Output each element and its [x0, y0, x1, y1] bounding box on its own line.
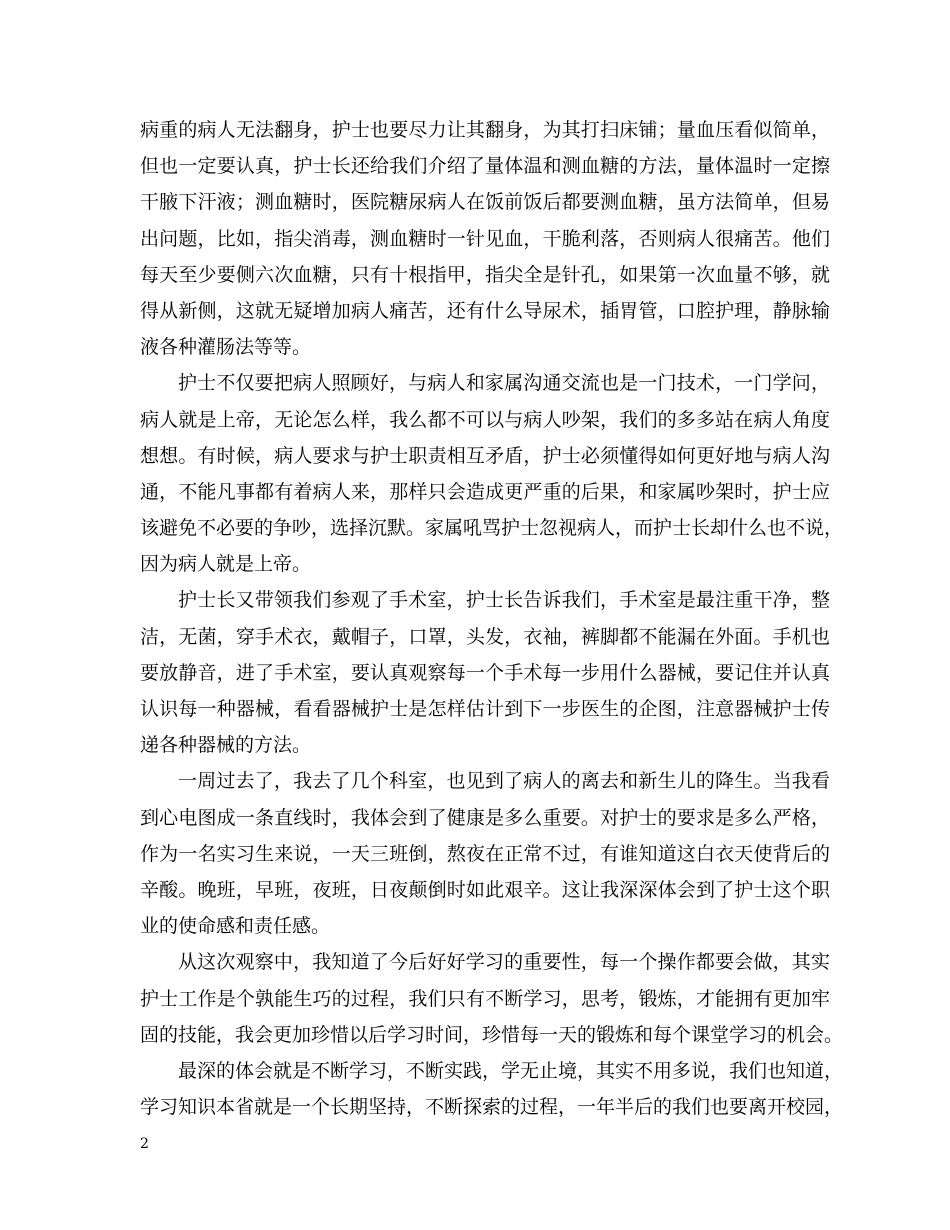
- page-number: 2: [140, 1136, 149, 1152]
- text-line: 学习知识本省就是一个长期坚持，不断探索的过程，一年半后的我们也要离开校园，: [140, 1096, 844, 1119]
- text-line: 护士工作是个孰能生巧的过程，我们只有不断学习，思考，锻炼，才能拥有更加牢: [140, 987, 830, 1010]
- paragraph-first-line: 一周过去了，我去了几个科室，也见到了病人的离去和新生儿的降生。当我看: [178, 770, 830, 793]
- text-line: 液各种灌肠法等等。: [140, 336, 312, 359]
- text-line: 递各种器械的方法。: [140, 734, 312, 757]
- text-line: 病人就是上帝，无论怎么样，我么都不可以与病人吵架，我们的多多站在病人角度: [140, 408, 830, 431]
- text-line: 业的使命感和责任感。: [140, 915, 331, 938]
- text-line: 每天至少要侧六次血糖，只有十根指甲，指尖全是针孔，如果第一次血量不够，就: [140, 263, 830, 286]
- text-line: 病重的病人无法翻身，护士也要尽力让其翻身，为其打扫床铺；量血压看似简单，: [140, 119, 830, 141]
- text-line: 到心电图成一条直线时，我体会到了健康是多么重要。对护士的要求是多么严格，: [140, 806, 830, 829]
- paragraph-first-line: 从这次观察中，我知道了今后好好学习的重要性，每一个操作都要会做，其实: [178, 951, 830, 974]
- paragraph-first-line: 护士长又带领我们参观了手术室，护士长告诉我们，手术室是最注重干净，整: [178, 589, 830, 612]
- text-line: 固的技能，我会更加珍惜以后学习时间，珍惜每一天的锻炼和每个课堂学习的机会。: [140, 1023, 844, 1046]
- text-line: 但也一定要认真，护士长还给我们介绍了量体温和测血糖的方法，量体温时一定擦: [140, 155, 830, 178]
- text-line: 得从新侧，这就无疑增加病人痛苦，还有什么导尿术，插胃管，口腔护理，静脉输: [140, 299, 830, 322]
- text-line: 通，不能凡事都有着病人来，那样只会造成更严重的后果，和家属吵架时，护士应: [140, 480, 830, 503]
- text-line: 作为一名实习生来说，一天三班倒，熬夜在正常不过，有谁知道这白衣天使背后的: [140, 842, 830, 865]
- text-line: 因为病人就是上帝。: [140, 553, 312, 576]
- text-line: 洁，无菌，穿手术衣，戴帽子，口罩，头发，衣袖，裤脚都不能漏在外面。手机也: [140, 625, 830, 648]
- paragraph-first-line: 护士不仅要把病人照顾好，与病人和家属沟通交流也是一门技术，一门学问，: [178, 372, 830, 395]
- text-line: 干腋下汗液；测血糖时，医院糖尿病人在饭前饭后都要测血糖，虽方法简单，但易: [140, 191, 830, 214]
- text-line: 想想。有时候，病人要求与护士职责相互矛盾，护士必须懂得如何更好地与病人沟: [140, 444, 830, 467]
- paragraph-first-line: 最深的体会就是不断学习，不断实践，学无止境，其实不用多说，我们也知道，: [178, 1059, 844, 1082]
- text-line: 认识每一种器械，看看器械护士是怎样估计到下一步医生的企图，注意器械护士传: [140, 698, 830, 720]
- text-line: 要放静音，进了手术室，要认真观察每一个手术每一步用什么器械，要记住并认真: [140, 661, 830, 684]
- text-line: 辛酸。晚班，早班，夜班，日夜颠倒时如此艰辛。这让我深深体会到了护士这个职: [140, 878, 830, 901]
- document-body: [140, 112, 844, 1125]
- text-line: 该避免不必要的争吵，选择沉默。家属吼骂护士忽视病人，而护士长却什么也不说，: [140, 517, 844, 540]
- text-line: 出问题，比如，指尖消毒，测血糖时一针见血，干脆利落，否则病人很痛苦。他们: [140, 227, 830, 250]
